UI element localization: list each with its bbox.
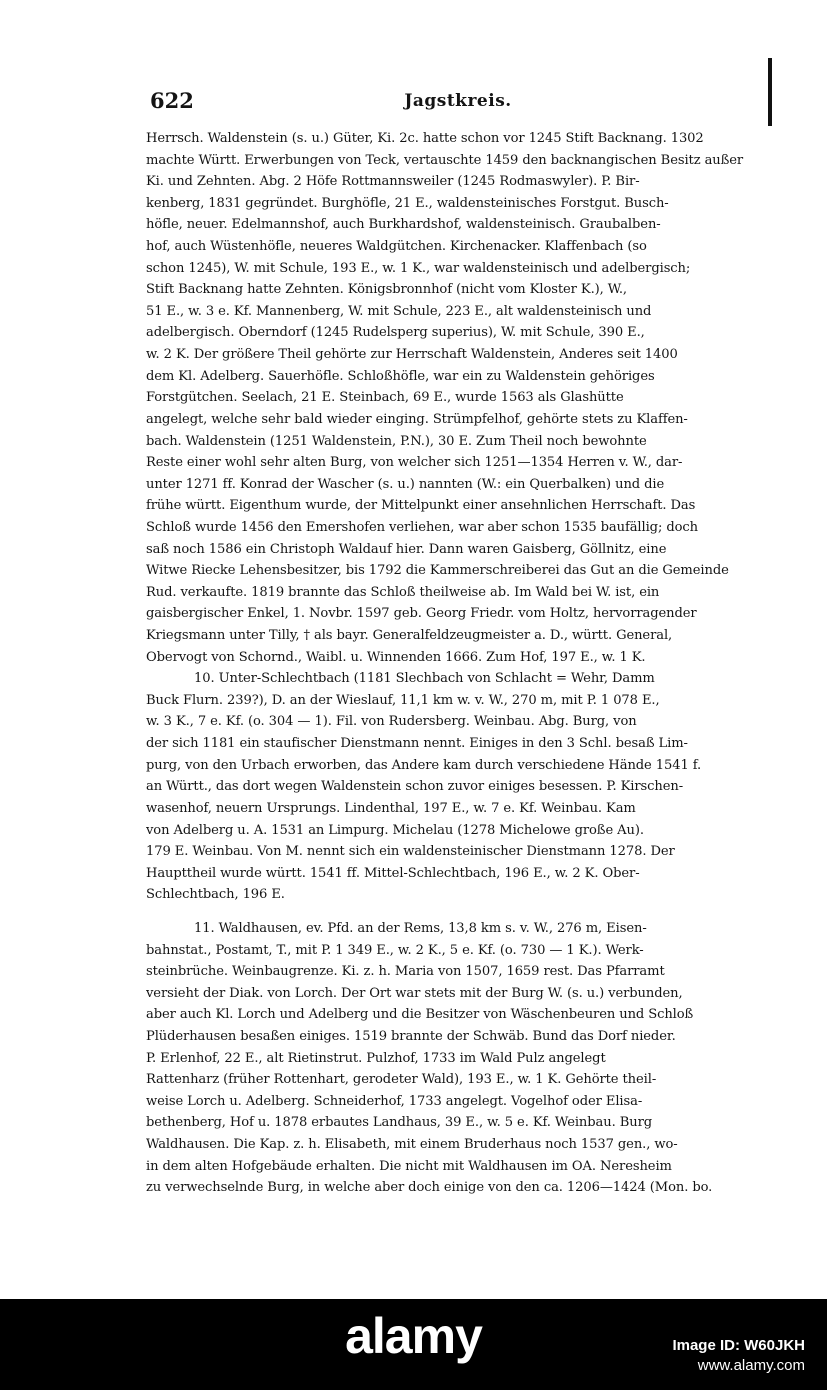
- page-header: [150, 88, 766, 118]
- text-line: w. 2 K. Der größere Theil gehörte zur Herrschaft Waldenstein, Anderes seit 1400: [146, 347, 678, 363]
- text-line: unter 1271 ff. Konrad der Wascher (s. u.) nannten (W.: ein Querbalken) und die: [146, 476, 665, 492]
- text-line: der sich 1181 ein staufischer Dienstmann nennt. Einiges in den 3 Schl. besaß Lim-: [146, 736, 688, 752]
- text-line: Stift Backnang hatte Zehnten. Königsbronnhof (nicht vom Kloster K.), W.,: [146, 282, 627, 298]
- text-line: machte Württ. Erwerbungen von Teck, vertauschte 1459 den backnangischen Besitz außer: [146, 152, 744, 168]
- text-line: von Adelberg u. A. 1531 an Limpurg. Michelau (1278 Michelowe große Au).: [146, 822, 644, 838]
- text-line: Forstgütchen. Seelach, 21 E. Steinbach, 69 E., wurde 1563 als Glashütte: [146, 390, 624, 406]
- text-line: w. 3 K., 7 e. Kf. (o. 304 — 1). Fil. von Rudersberg. Weinbau. Abg. Burg, von: [146, 714, 637, 730]
- text-line: saß noch 1586 ein Christoph Waldauf hier. Dann waren Gaisberg, Göllnitz, eine: [146, 541, 667, 557]
- text-line: Buck Flurn. 239?), D. an der Wieslauf, 11,1 km w. v. W., 270 m, mit P. 1 078 E.,: [146, 692, 660, 708]
- section-heading-line: 10. Unter-Schlechtbach (1181 Slechbach von Schlacht = Wehr, Damm: [194, 671, 655, 687]
- text-line: Schlechtbach, 196 E.: [146, 887, 285, 903]
- text-line: 179 E. Weinbau. Von M. nennt sich ein waldensteinischer Dienstmann 1278. Der: [146, 844, 675, 860]
- text-line: aber auch Kl. Lorch und Adelberg und die Besitzer von Wäschenbeuren und Schloß: [146, 1007, 694, 1023]
- image-id-label: Image ID: W60JKH: [672, 1337, 805, 1354]
- text-line: Reste einer wohl sehr alten Burg, von welcher sich 1251—1354 Herren v. W., dar-: [146, 455, 683, 471]
- text-line: Haupttheil wurde württ. 1541 ff. Mittel-Schlechtbach, 196 E., w. 2 K. Ober-: [146, 865, 640, 881]
- text-line: Obervogt von Schornd., Waibl. u. Winnenden 1666. Zum Hof, 197 E., w. 1 K.: [146, 649, 646, 665]
- text-line: versieht der Diak. von Lorch. Der Ort war stets mit der Burg W. (s. u.) verbunden,: [146, 985, 683, 1001]
- website-label: www.alamy.com: [697, 1357, 805, 1374]
- text-line: Plüderhausen besaßen einiges. 1519 brannte der Schwäb. Bund das Dorf nieder.: [146, 1028, 676, 1044]
- text-line: Rud. verkaufte. 1819 brannte das Schloß theilweise ab. Im Wald bei W. ist, ein: [146, 584, 660, 600]
- text-line: Ki. und Zehnten. Abg. 2 Höfe Rottmannsweiler (1245 Rodmaswyler). P. Bir-: [146, 174, 640, 190]
- watermark-footer: [0, 1299, 827, 1390]
- text-line: kenberg, 1831 gegründet. Burghöfle, 21 E., waldensteinisches Forstgut. Busch-: [146, 195, 669, 211]
- text-line: bach. Waldenstein (1251 Waldenstein, P.N.), 30 E. Zum Theil noch bewohnte: [146, 433, 647, 449]
- text-line: höfle, neuer. Edelmannshof, auch Burkhardshof, waldensteinisch. Graubalben-: [146, 217, 661, 233]
- text-line: 51 E., w. 3 e. Kf. Mannenberg, W. mit Schule, 223 E., alt waldensteinisch und: [146, 303, 652, 319]
- text-line: dem Kl. Adelberg. Sauerhöfle. Schloßhöfle, war ein zu Waldenstein gehöriges: [146, 368, 655, 384]
- text-line: wasenhof, neuern Ursprungs. Lindenthal, 197 E., w. 7 e. Kf. Weinbau. Kam: [146, 800, 636, 816]
- text-line: Waldhausen. Die Kap. z. h. Elisabeth, mit einem Bruderhaus noch 1537 gen., wo-: [146, 1137, 678, 1153]
- running-head: Jagstkreis.: [404, 91, 512, 111]
- text-line: in dem alten Hofgebäude erhalten. Die nicht mit Waldhausen im OA. Neresheim: [146, 1158, 672, 1174]
- text-line: schon 1245), W. mit Schule, 193 E., w. 1 K., war waldensteinisch und adelbergisch;: [146, 260, 691, 276]
- text-line: Rattenharz (früher Rottenhart, gerodeter Wald), 193 E., w. 1 K. Gehörte theil-: [146, 1072, 657, 1088]
- text-line: Herrsch. Waldenstein (s. u.) Güter, Ki. 2c. hatte schon vor 1245 Stift Backnang. 1302: [146, 131, 704, 146]
- text-line: hof, auch Wüstenhöfle, neueres Waldgütchen. Kirchenacker. Klaffenbach (so: [146, 239, 647, 255]
- text-line: purg, von den Urbach erworben, das Andere kam durch verschiedene Hände 1541 f.: [146, 757, 702, 773]
- text-line: weise Lorch u. Adelberg. Schneiderhof, 1733 angelegt. Vogelhof oder Elisa-: [146, 1093, 643, 1109]
- page-number: 622: [150, 88, 194, 113]
- body-text: [146, 128, 770, 1199]
- text-line: bethenberg, Hof u. 1878 erbautes Landhaus, 39 E., w. 5 e. Kf. Weinbau. Burg: [146, 1115, 653, 1131]
- text-line: bahnstat., Postamt, T., mit P. 1 349 E., w. 2 K., 5 e. Kf. (o. 730 — 1 K.). Werk-: [146, 942, 644, 958]
- text-line: Kriegsmann unter Tilly, † als bayr. Generalfeldzeugmeister a. D., württ. General,: [146, 628, 673, 644]
- text-line: Schloß wurde 1456 den Emershofen verliehen, war aber schon 1535 baufällig; doch: [146, 519, 698, 535]
- text-line: frühe württ. Eigenthum wurde, der Mittelpunkt einer ansehnlichen Herrschaft. Das: [146, 498, 696, 514]
- text-line: angelegt, welche sehr bald wieder einging. Strümpfelhof, gehörte stets zu Klaffen-: [146, 411, 688, 427]
- section-heading-line: 11. Waldhausen, ev. Pfd. an der Rems, 13,8 km s. v. W., 276 m, Eisen-: [194, 920, 647, 936]
- text-line: an Württ., das dort wegen Waldenstein schon zuvor einiges besessen. P. Kirschen-: [146, 779, 684, 795]
- margin-rule: [768, 58, 772, 126]
- text-line: steinbrüche. Weinbaugrenze. Ki. z. h. Maria von 1507, 1659 rest. Das Pfarramt: [146, 964, 665, 980]
- section-gap: [146, 906, 770, 918]
- text-line: adelbergisch. Oberndorf (1245 Rudelsperg superius), W. mit Schule, 390 E.,: [146, 325, 645, 341]
- alamy-logo: alamy: [345, 1308, 482, 1364]
- text-line: zu verwechselnde Burg, in welche aber doch einige von den ca. 1206—1424 (Mon. bo.: [146, 1180, 713, 1196]
- text-line: gaisbergischer Enkel, 1. Novbr. 1597 geb. Georg Friedr. vom Holtz, hervorragender: [146, 606, 697, 622]
- text-line: Witwe Riecke Lehensbesitzer, bis 1792 die Kammerschreiberei das Gut an die Gemeinde: [146, 563, 729, 579]
- text-line: P. Erlenhof, 22 E., alt Rietinstrut. Pulzhof, 1733 im Wald Pulz angelegt: [146, 1050, 606, 1066]
